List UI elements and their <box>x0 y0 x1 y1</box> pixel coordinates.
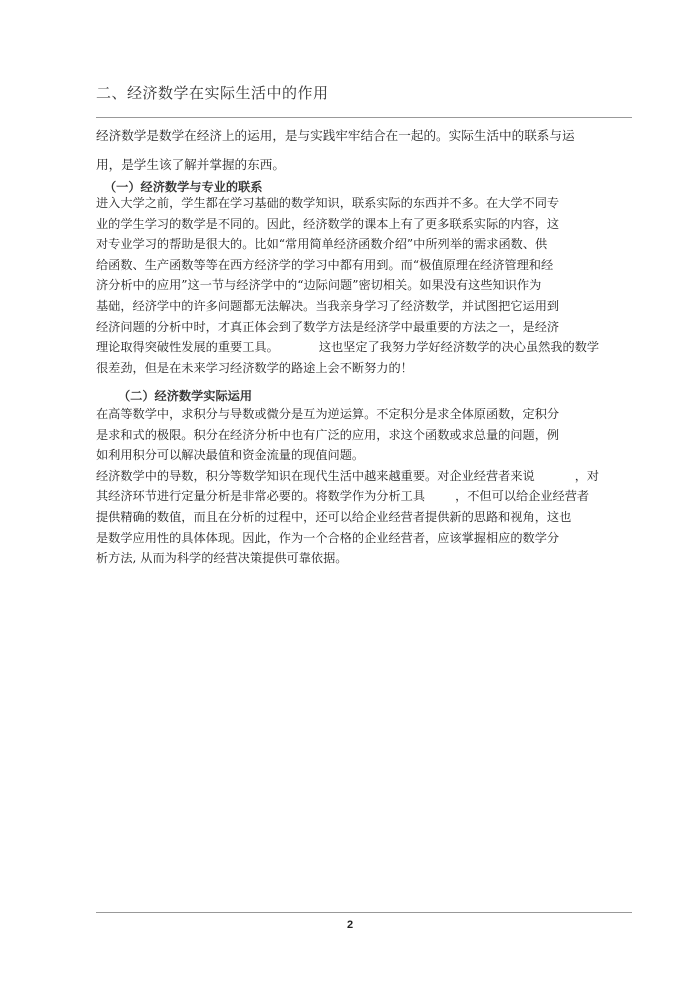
paragraph-line: 提供精确的数值，而且在分析的过程中，还可以给企业经营者提供新的思路和视角，这也 <box>96 509 572 524</box>
line-segment: ，对 <box>574 468 600 483</box>
paragraph-line <box>96 486 636 507</box>
paragraph-line: 是求和式的极限。积分在经济分析中也有广泛的应用，求这个函数或求总量的问题，例 <box>96 427 560 442</box>
line-segment: 这也坚定了我努力学好经济数学的决心虽然我的数学 <box>318 340 600 355</box>
title-divider <box>96 117 632 118</box>
paragraph-line: 很差劲，但是在未来学习经济数学的路途上会不断努力的！ <box>96 360 413 375</box>
paragraph-line <box>96 466 636 487</box>
paragraph-line: 基础，经济学中的许多问题都无法解决。当我亲身学习了经济数学，并试图把它运用到 <box>96 298 560 313</box>
footer-divider <box>96 912 632 913</box>
paragraph-line: 进入大学之前，学生都在学习基础的数学知识，联系实际的东西并不多。在大学不同专 <box>96 196 560 210</box>
line-segment: 理论取得突破性发展的重要工具。 <box>96 340 279 355</box>
paragraph-line: 如利用积分可以解决最值和资金流量的现值问题。 <box>96 448 365 463</box>
paragraph-line: 经济问题的分析中时，才真正体会到了数学方法是经济学中最重要的方法之一，是经济 <box>96 319 560 334</box>
subsection-1-heading: （一）经济数学与专业的联系 <box>104 180 263 194</box>
subsection-2-paragraph <box>96 404 636 569</box>
paragraph-line: 业的学生学习的数学是不同的。因此，经济数学的课本上有了更多联系实际的内容，这 <box>96 216 560 231</box>
subsection-2-heading: （二）经济数学实际运用 <box>118 389 253 403</box>
line-segment: ，不但可以给企业经营者 <box>455 489 590 504</box>
subsection-1-paragraph <box>96 193 636 378</box>
line-segment: 其经济环节进行定量分析是非常必要的。将数学作为分析工具 <box>96 489 426 504</box>
paragraph-line: 对专业学习的帮助是很大的。比如“常用简单经济函数介绍”中所列举的需求函数、供 <box>96 237 548 252</box>
paragraph-line: 析方法, 从而为科学的经营决策提供可靠依据。 <box>96 551 348 566</box>
paragraph-line <box>96 337 636 358</box>
intro-line: 经济数学是数学在经济上的运用，是与实践牢牢结合在一起的。实际生活中的联系与运 <box>96 128 575 143</box>
intro-paragraph <box>96 121 636 179</box>
intro-line: 用，是学生该了解并掌握的东西。 <box>96 157 285 172</box>
section-title: 二、经济数学在实际生活中的作用 <box>96 84 329 102</box>
paragraph-line: 在高等数学中，求积分与导数或微分是互为逆运算。不定积分是求全体原函数，定积分 <box>96 407 560 421</box>
page-number: 2 <box>346 919 354 931</box>
paragraph-line: 济分析中的应用”这一节与经济学中的“边际问题”密切相关。如果没有这些知识作为 <box>96 278 542 293</box>
paragraph-line: 给函数、生产函数等等在西方经济学的学习中都有用到。而“极值原理在经济管理和经 <box>96 257 554 272</box>
line-segment: 经济数学中的导数，积分等数学知识在现代生活中越来越重要。对企业经营者来说 <box>96 468 535 483</box>
paragraph-line: 是数学应用性的具体体现。因此，作为一个合格的企业经营者，应该掌握相应的数学分 <box>96 530 560 545</box>
